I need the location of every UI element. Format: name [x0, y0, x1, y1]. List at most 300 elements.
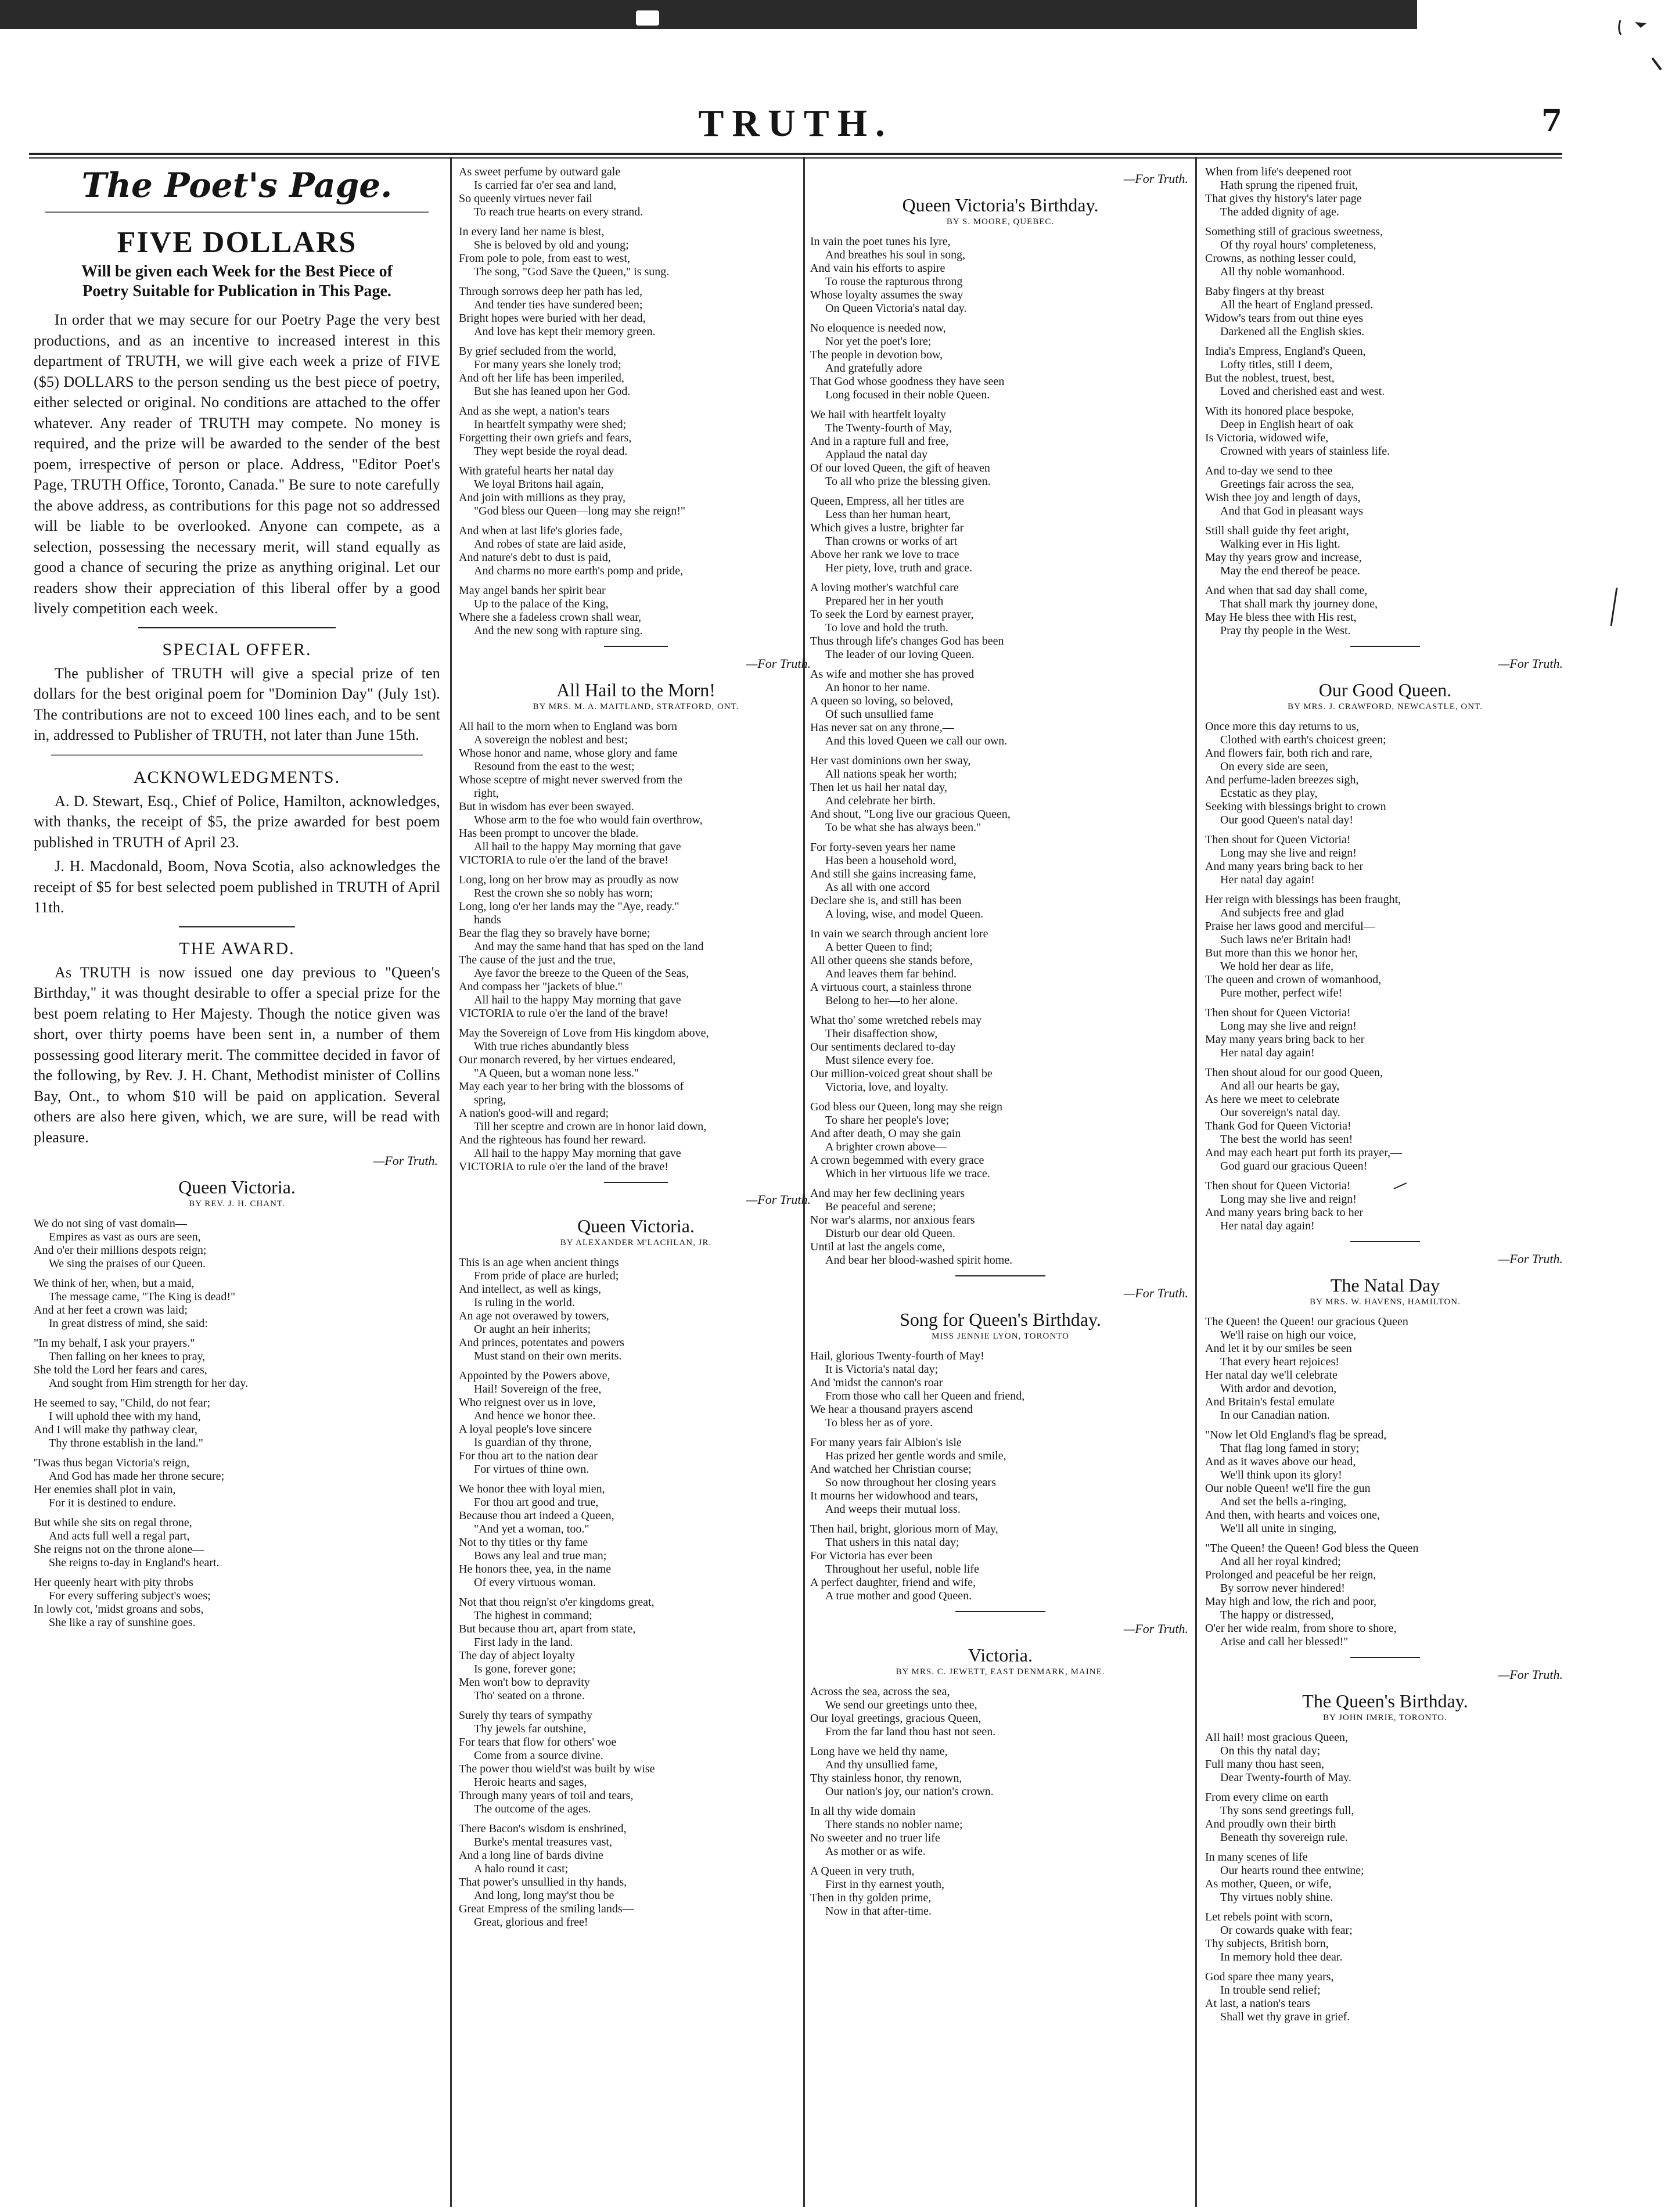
verse-line: And many years bring back to her — [1205, 860, 1364, 873]
verse-line: Let rebels point with scorn, — [1205, 1911, 1333, 1923]
verse-line: And watched her Christian course; — [810, 1463, 972, 1476]
verse-line: Belong to her—to her alone. — [825, 994, 958, 1007]
poem-body — [810, 1350, 1191, 1603]
verse-line: An age not overawed by towers, — [459, 1310, 609, 1322]
verse-line: And gratefully adore — [825, 362, 922, 375]
verse-line: Thy sons send greetings full, — [1220, 1804, 1354, 1817]
verse-line: A halo round it cast; — [474, 1862, 569, 1875]
verse-line: May the Sovereign of Love from His kingdom above, — [459, 1027, 709, 1040]
verse-line: And still she gains increasing fame, — [810, 868, 976, 880]
stanza — [34, 1397, 440, 1450]
verse-line: And Britain's festal emulate — [1205, 1395, 1335, 1408]
verse-line: Shall wet thy grave in grief. — [1220, 2010, 1350, 2023]
verse-line: At last, a nation's tears — [1205, 1997, 1310, 2010]
verse-line: We do not sing of vast domain— — [34, 1217, 187, 1230]
poem-attribution: —For Truth. — [1123, 1286, 1188, 1300]
stanza — [810, 754, 1191, 835]
stanza — [34, 1337, 440, 1390]
verse-line: Then let us hail her natal day, — [810, 781, 947, 794]
verse-line: The message came, "The King is dead!" — [49, 1290, 236, 1303]
verse-line: To rouse the rapturous throng — [825, 275, 963, 288]
verse-line: Crowned with years of stainless life. — [1220, 445, 1390, 458]
five-dollars-heading: FIVE DOLLARS — [117, 226, 357, 259]
verse-line: From pride of place are hurled; — [474, 1269, 619, 1282]
stanza — [1205, 1006, 1565, 1060]
special-offer-heading: SPECIAL OFFER. — [162, 639, 312, 659]
verse-line: And 'midst the cannon's roar — [810, 1376, 943, 1389]
verse-line: And in a rapture full and free, — [810, 435, 949, 448]
verse-line: And shout, "Long live our gracious Queen, — [810, 808, 1011, 821]
stanza — [1205, 1851, 1565, 1904]
verse-line: Rest the crown she so nobly has worn; — [474, 887, 653, 900]
verse-line: He seemed to say, "Child, do not fear; — [34, 1397, 211, 1409]
five-dollars-subheading: Will be given each Week for the Best Piece of Poetry Suitable for Publication in This Page. — [81, 262, 393, 300]
verse-line: Something still of gracious sweetness, — [1205, 225, 1383, 238]
verse-line: Or aught an heir inherits; — [474, 1323, 591, 1336]
verse-line: To all who prize the blessing given. — [825, 475, 991, 488]
verse-line: In great distress of mind, she said: — [49, 1317, 208, 1330]
verse-line: All hail! most gracious Queen, — [1205, 1731, 1349, 1744]
stanza — [459, 1483, 813, 1589]
verse-line: O'er her wide realm, from shore to shore, — [1205, 1622, 1397, 1635]
poem-byline: BY MRS. C. JEWETT, EAST DENMARK, MAINE. — [896, 1667, 1105, 1677]
verse-line: For thou art to the nation dear — [459, 1450, 598, 1462]
poem-attribution: —For Truth. — [1498, 656, 1563, 671]
award-heading: THE AWARD. — [179, 938, 295, 958]
poem-body — [810, 235, 1191, 1267]
verse-line: There Bacon's wisdom is enshrined, — [459, 1822, 627, 1835]
verse-line: Of such unsullied fame — [825, 708, 934, 721]
verse-line: A loving mother's watchful care — [810, 581, 959, 594]
verse-line: Then shout for Queen Victoria! — [1205, 1179, 1351, 1192]
verse-line: Applaud the natal day — [825, 448, 928, 461]
verse-line: As mother or as wife. — [825, 1845, 926, 1858]
verse-line: Then in thy golden prime, — [810, 1891, 932, 1904]
divider — [604, 1182, 668, 1183]
verse-line: For virtues of thine own. — [474, 1463, 589, 1476]
verse-line: As wife and mother she has proved — [810, 668, 975, 681]
verse-line: All other queens she stands before, — [810, 954, 973, 967]
verse-line: "And yet a woman, too." — [474, 1523, 589, 1535]
verse-line: Then shout for Queen Victoria! — [1205, 1006, 1351, 1019]
verse-line: The power thou wield'st was built by wise — [459, 1763, 655, 1775]
verse-line: To share her people's love; — [825, 1114, 950, 1127]
verse-line: Hail, glorious Twenty-fourth of May! — [810, 1350, 984, 1362]
verse-line: To reach true hearts on every strand. — [474, 206, 643, 218]
poem-attribution: —For Truth. — [373, 1153, 438, 1168]
poem-body — [459, 1256, 813, 1929]
verse-line: God guard our gracious Queen! — [1220, 1160, 1368, 1172]
verse-line: Till her sceptre and crown are in honor laid down, — [474, 1120, 707, 1133]
verse-line: Her natal day again! — [1220, 873, 1315, 886]
verse-line: So now throughout her closing years — [825, 1476, 996, 1489]
poem-byline: MISS JENNIE LYON, TORONTO — [932, 1332, 1069, 1341]
verse-line: In trouble send relief; — [1220, 1984, 1321, 1997]
stanza — [459, 1822, 813, 1929]
verse-line: She like a ray of sunshine goes. — [49, 1616, 196, 1629]
verse-line: But in wisdom has ever been swayed. — [459, 800, 634, 813]
verse-line: Then shout aloud for our good Queen, — [1205, 1066, 1383, 1079]
verse-line: "In my behalf, I ask your prayers." — [34, 1337, 195, 1350]
verse-line: As sweet perfume by outward gale — [459, 166, 621, 178]
verse-line: What tho' some wretched rebels may — [810, 1014, 982, 1027]
stanza — [1205, 225, 1565, 279]
stanza — [810, 1100, 1191, 1181]
verse-line: Burke's mental treasures vast, — [474, 1836, 612, 1848]
verse-line: Nor war's alarms, nor anxious fears — [810, 1214, 975, 1227]
verse-line: "Now let Old England's flag be spread, — [1205, 1429, 1387, 1441]
verse-line: And proudly own their birth — [1205, 1818, 1336, 1830]
stanza — [810, 1350, 1191, 1430]
verse-line: Loved and cherished east and west. — [1220, 385, 1385, 398]
verse-line: So queenly virtues never fail — [459, 192, 592, 205]
stanza — [810, 408, 1191, 488]
verse-line: Bows any leal and true man; — [474, 1549, 607, 1562]
divider — [1350, 1657, 1420, 1658]
verse-line: Our monarch revered, by her virtues endeared, — [459, 1053, 676, 1066]
poem-attribution: —For Truth. — [746, 1192, 811, 1207]
verse-line: We'll all unite in singing, — [1220, 1522, 1337, 1535]
poem-body — [1205, 166, 1565, 638]
verse-line: Long, long o'er her lands may the "Aye, ready." — [459, 900, 679, 913]
verse-line: It mourns her widowhood and tears, — [810, 1490, 978, 1502]
verse-line: Our sentiments declared to-day — [810, 1041, 956, 1053]
stanza — [810, 1865, 1191, 1918]
poem-byline: BY REV. J. H. CHANT. — [189, 1199, 285, 1208]
verse-line: spring, — [474, 1094, 506, 1106]
verse-line: Who reignest over us in love, — [459, 1396, 596, 1409]
verse-line: 'Twas thus began Victoria's reign, — [34, 1456, 190, 1469]
verse-line: In vain the poet tunes his lyre, — [810, 235, 951, 248]
stanza — [810, 322, 1191, 402]
verse-line: In many scenes of life — [1205, 1851, 1308, 1864]
verse-line: VICTORIA to rule o'er the land of the brave! — [459, 1160, 668, 1173]
verse-line: And flowers fair, both rich and rare, — [1205, 747, 1372, 760]
stanza — [810, 1745, 1191, 1799]
verse-line: And when that sad day shall come, — [1205, 584, 1368, 597]
stanza — [34, 1217, 440, 1271]
verse-line: Thy jewels far outshine, — [474, 1722, 587, 1735]
verse-line: Long may she live and reign! — [1220, 847, 1357, 859]
verse-line: From pole to pole, from east to west, — [459, 252, 630, 265]
verse-line: Deep in English heart of oak — [1220, 418, 1354, 431]
verse-line: And perfume-laden breezes sigh, — [1205, 774, 1359, 786]
verse-line: May He bless thee with His rest, — [1205, 611, 1357, 624]
verse-line: And robes of state are laid aside, — [474, 538, 626, 551]
verse-line: And many years bring back to her — [1205, 1206, 1364, 1219]
stanza — [1205, 833, 1565, 887]
verse-line: Whose loyalty assumes the sway — [810, 289, 963, 301]
poem-attribution: —For Truth. — [1498, 1667, 1563, 1682]
verse-line: By sorrow never hindered! — [1220, 1582, 1345, 1595]
verse-line: Our loyal greetings, gracious Queen, — [810, 1712, 981, 1725]
stanza — [1205, 720, 1565, 827]
verse-line: And may her few declining years — [810, 1187, 965, 1200]
stanza — [459, 584, 813, 638]
five-dollars-body: In order that we may secure for our Poetry Page the very best productions, and as an incentive to increased interest in this department of TRUTH, we will give each week a prize of FIVE ($5) DOLLARS to the person sending us the best piece of poetry, either selected or original. No conditions are attached to the offer whatever. Any reader of TRUTH may compete. No money is required, and the prize will be awarded to the sender of the best poem, irrespective of person or place. Address, "Editor Poet's Page, TRUTH Office, Toronto, Canada." Be sure to note carefully the above address, as contributions for this page not so addressed will be liable to be overlooked. Anyone can compete, as a selection, possessing the necessary merit, will stand equally as good a chance of securing the prize as anything original. Let our readers show their appreciation of this liberal offer by a good lively competition each week. — [34, 311, 440, 617]
verse-line: Is guardian of thy throne, — [474, 1436, 592, 1449]
verse-line: Disturb our dear old Queen. — [825, 1227, 955, 1240]
verse-line: Whose arm to the foe who would fain overthrow, — [474, 814, 703, 826]
poem-byline: BY ALEXANDER M'LACHLAN, JR. — [560, 1238, 712, 1247]
verse-line: As mother, Queen, or wife, — [1205, 1877, 1332, 1890]
page-number: 7 — [1541, 103, 1562, 139]
verse-line: And all her royal kindred; — [1220, 1555, 1341, 1568]
verse-line: With true riches abundantly bless — [474, 1040, 629, 1053]
verse-line: And God has made her throne secure; — [49, 1470, 225, 1483]
verse-line: To be what she has always been." — [825, 821, 981, 834]
verse-line: Is carried far o'er sea and land, — [474, 179, 617, 192]
verse-line: Clothed with earth's choicest green; — [1220, 733, 1386, 746]
verse-line: And nature's debt to dust is paid, — [459, 551, 611, 564]
stanza — [34, 1456, 440, 1510]
stanza — [34, 1576, 440, 1630]
verse-line: A loving, wise, and model Queen. — [825, 908, 984, 920]
verse-line: The best the world has seen! — [1220, 1133, 1353, 1146]
poem-byline: BY MRS. M. A. MAITLAND, STRATFORD, ONT. — [533, 702, 739, 711]
column-4 — [1205, 166, 1565, 2198]
verse-line: And let it by our smiles be seen — [1205, 1342, 1352, 1355]
verse-line: Ecstatic as they play, — [1220, 787, 1318, 800]
verse-line: And then, with hearts and voices one, — [1205, 1509, 1380, 1522]
verse-line: That power's unsullied in thy hands, — [459, 1876, 627, 1889]
verse-line: Appointed by the Powers above, — [459, 1369, 610, 1382]
verse-line: Dear Twenty-fourth of May. — [1220, 1771, 1351, 1784]
poem-title: Song for Queen's Birthday. — [900, 1309, 1101, 1330]
stanza — [459, 524, 813, 578]
poem-byline: BY MRS. W. HAVENS, HAMILTON. — [1310, 1297, 1461, 1307]
verse-line: Now in that after-time. — [825, 1905, 932, 1918]
verse-line: And set the bells a-ringing, — [1220, 1495, 1347, 1508]
divider — [1350, 646, 1420, 647]
verse-line: She reigns not on the throne alone— — [34, 1543, 204, 1556]
verse-line: Once more this day returns to us, — [1205, 720, 1359, 733]
verse-line: But the noblest, truest, best, — [1205, 372, 1335, 384]
print-notch — [636, 10, 659, 26]
stanza — [34, 1516, 440, 1570]
stanza — [459, 285, 813, 339]
acknowledgment-paragraph: A. D. Stewart, Esq., Chief of Police, Hamilton, acknowledges, with thanks, the receipt of $5, the prize awarded for best poem published in TRUTH of April 23. — [34, 792, 440, 851]
stanza — [1205, 1731, 1565, 1785]
verse-line: The outcome of the ages. — [474, 1803, 591, 1815]
verse-line: Forgetting their own griefs and fears, — [459, 431, 632, 444]
verse-line: Praise her laws good and merciful— — [1205, 920, 1375, 933]
verse-line: For tears that flow for others' woe — [459, 1736, 617, 1749]
verse-line: The happy or distressed, — [1220, 1609, 1334, 1621]
poem-attribution: —For Truth. — [1123, 171, 1188, 186]
award-body: As TRUTH is now issued one day previous to "Queen's Birthday," it was thought desirable to offer a special prize for the best poem relating to Her Majesty. Though the notice given was short, over thirty poems have been sent in, a number of them possessing good literary merit. The committee decided in favor of the following, by Rev. J. H. Chant, Methodist minister of Collins Bay, Ont., to whom $10 will be paid on application. Several others are also here given, which, we are sure, will be read with pleasure. — [34, 963, 440, 1146]
verse-line: And thy unsullied fame, — [825, 1758, 938, 1771]
stanza — [459, 1256, 813, 1363]
poem-body — [810, 1685, 1191, 1918]
verse-line: Hath sprung the ripened fruit, — [1220, 179, 1358, 192]
verse-line: Prolonged and peaceful be her reign, — [1205, 1569, 1376, 1581]
verse-line: Thy stainless honor, thy renown, — [810, 1772, 962, 1785]
verse-line: Prepared her in her youth — [825, 595, 944, 607]
verse-line: All hail to the happy May morning that gave — [474, 840, 681, 853]
verse-line: The people in devotion bow, — [810, 348, 943, 361]
verse-line: He honors thee, yea, in the name — [459, 1563, 612, 1576]
verse-line: We hold her dear as life, — [1220, 960, 1333, 973]
verse-line: And as it waves above our head, — [1205, 1455, 1356, 1468]
verse-line: For every suffering subject's woes; — [49, 1589, 211, 1602]
verse-line: Pure mother, perfect wife! — [1220, 987, 1343, 999]
special-offer-body: The publisher of TRUTH will give a special prize of ten dollars for the best original poem for "Dominion Day" (July 1st). The contributions are not to exceed 100 lines each, and to be sent in, addressed to Publisher of TRUTH, not later than June 15th. — [34, 664, 440, 743]
verse-line: The cause of the just and the true, — [459, 954, 616, 966]
verse-line: For many years fair Albion's isle — [810, 1436, 962, 1449]
verse-line: First in thy earnest youth, — [825, 1878, 944, 1891]
stanza — [810, 1436, 1191, 1516]
verse-line: Come from a source divine. — [474, 1749, 603, 1762]
verse-line: May thy years grow and increase, — [1205, 551, 1362, 564]
stanza — [1205, 1970, 1565, 2024]
verse-line: We'll think upon its glory! — [1220, 1469, 1342, 1481]
verse-line: Or cowards quake with fear; — [1220, 1924, 1353, 1937]
verse-line: Bright hopes were buried with her dead, — [459, 312, 646, 325]
verse-line: And celebrate her birth. — [825, 794, 936, 807]
verse-line: And when at last life's glories fade, — [459, 524, 623, 537]
verse-line: Than crowns or works of art — [825, 535, 958, 548]
verse-line: To love and hold the truth. — [825, 621, 948, 634]
verse-line: A queen so loving, so beloved, — [810, 695, 954, 707]
verse-line: Her natal day again! — [1220, 1220, 1315, 1232]
verse-line: A true mother and good Queen. — [825, 1589, 972, 1602]
verse-line: Has been prompt to uncover the blade. — [459, 827, 639, 840]
verse-line: Our million-voiced great shout shall be — [810, 1067, 993, 1080]
verse-line: But she has leaned upon her God. — [474, 385, 631, 398]
verse-line: Above her rank we love to trace — [810, 548, 959, 561]
verse-line: Our noble Queen! we'll fire the gun — [1205, 1482, 1371, 1495]
verse-line: Seeking with blessings bright to crown — [1205, 800, 1386, 813]
verse-line: Wish thee joy and length of days, — [1205, 491, 1361, 504]
stanza — [459, 1709, 813, 1816]
poem-attribution: —For Truth. — [1498, 1251, 1563, 1266]
masthead-rule — [29, 153, 1562, 155]
verse-line: Their disaffection show, — [825, 1027, 938, 1040]
stanza — [459, 345, 813, 398]
verse-line: And long, long may'st thou be — [474, 1889, 614, 1902]
verse-line: The added dignity of age. — [1220, 206, 1339, 218]
verse-line: Which in her virtuous life we trace. — [825, 1167, 990, 1180]
divider — [1350, 1241, 1420, 1242]
verse-line: Of every virtuous woman. — [474, 1576, 596, 1589]
stanza — [459, 225, 813, 279]
verse-line: In heartfelt sympathy were shed; — [474, 418, 627, 431]
verse-line: Thus through life's changes God has been — [810, 635, 1004, 648]
verse-line: For many years she lonely trod; — [474, 358, 621, 371]
verse-line: All hail to the morn when to England was born — [459, 720, 678, 733]
verse-line: A brighter crown above— — [825, 1141, 947, 1153]
column-rule-1 — [450, 157, 452, 2207]
verse-line: Victoria, love, and loyalty. — [825, 1081, 948, 1094]
stanza — [1205, 584, 1565, 638]
verse-line: This is an age when ancient things — [459, 1256, 619, 1269]
stanza — [1205, 285, 1565, 339]
column-3 — [810, 166, 1191, 2198]
column-rule-3 — [1195, 157, 1197, 2207]
verse-line: Tho' seated on a throne. — [474, 1689, 585, 1702]
stanza — [1205, 893, 1565, 1000]
verse-line: And the new song with rapture sing. — [474, 624, 643, 637]
verse-line: Be peaceful and serene; — [825, 1200, 936, 1213]
verse-line: Pray thy people in the West. — [1220, 624, 1351, 637]
verse-line: In our Canadian nation. — [1220, 1409, 1330, 1422]
verse-line: All thy noble womanhood. — [1220, 265, 1345, 278]
verse-line: And breathes his soul in song, — [825, 249, 966, 261]
column-2 — [459, 166, 813, 2198]
poem-title: The Natal Day — [1330, 1275, 1440, 1296]
verse-line: Lofty titles, still I deem, — [1220, 358, 1333, 371]
verse-line: And princes, potentates and powers — [459, 1336, 624, 1349]
stanza — [34, 1277, 440, 1330]
verse-line: Thy virtues nobly shine. — [1220, 1891, 1333, 1904]
verse-line: And at her feet a crown was laid; — [34, 1304, 188, 1317]
column-1 — [34, 166, 440, 2198]
verse-line: And as she wept, a nation's tears — [459, 405, 610, 418]
poem-title: Victoria. — [968, 1645, 1033, 1666]
verse-line: Men won't bow to depravity — [459, 1676, 590, 1689]
stanza — [810, 1805, 1191, 1858]
verse-line: Our hearts round thee entwine; — [1220, 1864, 1364, 1877]
verse-line: Arise and call her blessed!" — [1220, 1635, 1349, 1648]
verse-line: We send our greetings unto thee, — [825, 1699, 977, 1711]
verse-line: Is ruling in the world. — [474, 1296, 575, 1309]
stanza — [1205, 1911, 1565, 1964]
poem-title: All Hail to the Morn! — [556, 679, 716, 700]
poem-body — [34, 1217, 440, 1630]
stanza — [459, 1027, 813, 1174]
stanza — [459, 405, 813, 458]
stanza — [1205, 1542, 1565, 1649]
verse-line: Is gone, forever gone; — [474, 1663, 576, 1675]
stanza — [810, 581, 1191, 661]
verse-line: May high and low, the rich and poor, — [1205, 1595, 1377, 1608]
verse-line: For thou art good and true, — [474, 1496, 599, 1509]
verse-line: All the heart of England pressed. — [1220, 298, 1374, 311]
verse-line: A perfect daughter, friend and wife, — [810, 1576, 976, 1589]
verse-line: From the far land thou hast not seen. — [825, 1725, 996, 1738]
verse-line: And acts full well a regal part, — [49, 1530, 190, 1542]
verse-line: Where she a fadeless crown shall wear, — [459, 611, 642, 624]
verse-line: For forty-seven years her name — [810, 841, 955, 854]
verse-line: And oft her life has been imperiled, — [459, 372, 624, 384]
masthead-rule-thin — [29, 157, 1562, 159]
verse-line: The leader of our loving Queen. — [825, 648, 975, 661]
verse-line: Her natal day again! — [1220, 1046, 1315, 1059]
verse-line: But more than this we honor her, — [1205, 947, 1358, 959]
verse-line: Not that thou reign'st o'er kingdoms great, — [459, 1596, 655, 1609]
verse-line: Must stand on their own merits. — [474, 1350, 622, 1362]
verse-line: Long may she live and reign! — [1220, 1020, 1357, 1033]
stanza — [1205, 524, 1565, 578]
stanza — [1205, 1066, 1565, 1173]
verse-line: That shall mark thy journey done, — [1220, 598, 1378, 610]
verse-line: For it is destined to endure. — [49, 1497, 176, 1509]
verse-line: That flag long famed in story; — [1220, 1442, 1360, 1455]
poem-title: The Queen's Birthday. — [1302, 1691, 1468, 1711]
verse-line: Through many years of toil and tears, — [459, 1789, 634, 1802]
top-print-band — [0, 0, 1417, 29]
verse-line: They wept beside the royal dead. — [474, 445, 628, 458]
stanza — [1205, 1429, 1565, 1535]
verse-line: We hail with heartfelt loyalty — [810, 408, 946, 421]
verse-line: The day of abject loyalty — [459, 1649, 575, 1662]
verse-line: Crowns, as nothing lesser could, — [1205, 252, 1356, 265]
verse-line: Not to thy titles or thy fame — [459, 1536, 588, 1549]
verse-line: And weeps their mutual loss. — [825, 1503, 961, 1516]
verse-line: In vain we search through ancient lore — [810, 927, 988, 940]
verse-line: Empires as vast as ours are seen, — [49, 1231, 201, 1243]
